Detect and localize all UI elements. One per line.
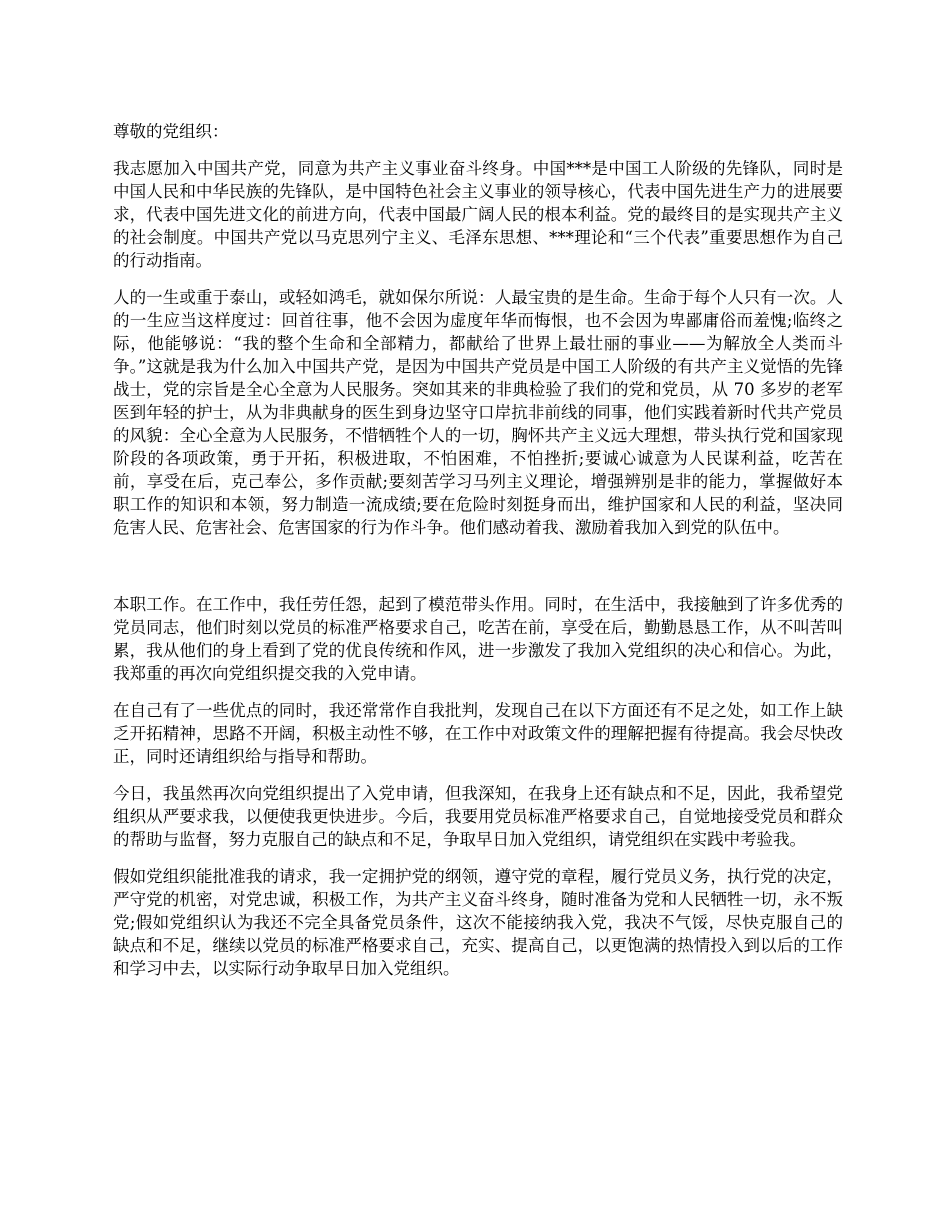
- document-page: [113, 120, 843, 994]
- paragraph-self-criticism: 在自己有了一些优点的同时，我还常常作自我批判，发现自己在以下方面还有不足之处，如工作上缺乏开拓精神，思路不开阔，积极主动性不够，在工作中对政策文件的理解把握有待提高。我会尽快改正，同时还请组织给与指导和帮助。: [113, 701, 843, 766]
- paragraph-resolution: 今日，我虽然再次向党组织提出了入党申请，但我深知，在我身上还有缺点和不足，因此，我希望党组织从严要求我，以便使我更快进步。今后，我要用党员标准严格要求自己，自觉地接受党员和群众的帮助与监督，努力克服自己的缺点和不足，争取早日加入党组织，请党组织在实践中考验我。: [113, 784, 843, 849]
- paragraph-work: 本职工作。在工作中，我任劳任怨，起到了模范带头作用。同时，在生活中，我接触到了许多优秀的党员同志，他们时刻以党员的标准严格要求自己，吃苦在前，享受在后，勤勤恳恳工作，从不叫苦叫累，我从他们的身上看到了党的优良传统和作风，进一步激发了我加入党组织的决心和信心。为此，我郑重的再次向党组织提交我的入党申请。: [113, 595, 843, 683]
- salutation: 尊敬的党组织：: [113, 122, 229, 141]
- paragraph-pledge: 我志愿加入中国共产党，同意为共产主义事业奋斗终身。中国***是中国工人阶级的先锋队，同时是中国人民和中华民族的先锋队，是中国特色社会主义事业的领导核心，代表中国先进生产力的进展要求，代表中国先进文化的前进方向，代表中国最广阔人民的根本利益。党的最终目的是实现共产主义的社会制度。中国共产党以马克思列宁主义、毛泽东思想、***理论和“三个代表”重要思想作为自己的行动指南。: [113, 159, 843, 270]
- paragraph-commitment: 假如党组织能批准我的请求，我一定拥护党的纲领，遵守党的章程，履行党员义务，执行党的决定，严守党的机密，对党忠诚，积极工作，为共产主义奋斗终身，随时准备为党和人民牺牲一切，永不叛党;假如党组织认为我还不完全具备党员条件，这次不能接纳我入党，我决不气馁，尽快克服自己的缺点和不足，继续以党员的标准严格要求自己，充实、提高自己，以更饱满的热情投入到以后的工作和学习中去，以实际行动争取早日加入党组织。: [113, 867, 843, 978]
- paragraph-life-meaning: 人的一生或重于泰山，或轻如鸿毛，就如保尔所说：人最宝贵的是生命。生命于每个人只有一次。人的一生应当这样度过：回首往事，他不会因为虚度年华而悔恨，也不会因为卑鄙庸俗而羞愧;临终之际，他能够说：“我的整个生命和全部精力，都献给了世界上最壮丽的事业——为解放全人类而斗争。”这就是我为什么加入中国共产党，是因为中国共产党员是中国工人阶级的有共产主义觉悟的先锋战士，党的宗旨是全心全意为人民服务。突如其来的非典检验了我们的党和党员，从 70 多岁的老军医到年轻的护士，从为非典献身的医生到身边坚守口岸抗非前线的同事，他们实践着新时代共产党员的风貌：全心全意为人民服务，不惜牺牲个人的一切，胸怀共产主义远大理想，带头执行党和国家现阶段的各项政策，勇于开拓，积极进取，不怕困难，不怕挫折;要诚心诚意为人民谋利益，吃苦在前，享受在后，克己奉公，多作贡献;要刻苦学习马列主义理论，增强辨别是非的能力，掌握做好本职工作的知识和本领，努力制造一流成绩;要在危险时刻挺身而出，维护国家和人民的利益，坚决同危害人民、危害社会、危害国家的行为作斗争。他们感动着我、激励着我加入到党的队伍中。: [113, 288, 843, 537]
- page-break-gap: [113, 553, 843, 593]
